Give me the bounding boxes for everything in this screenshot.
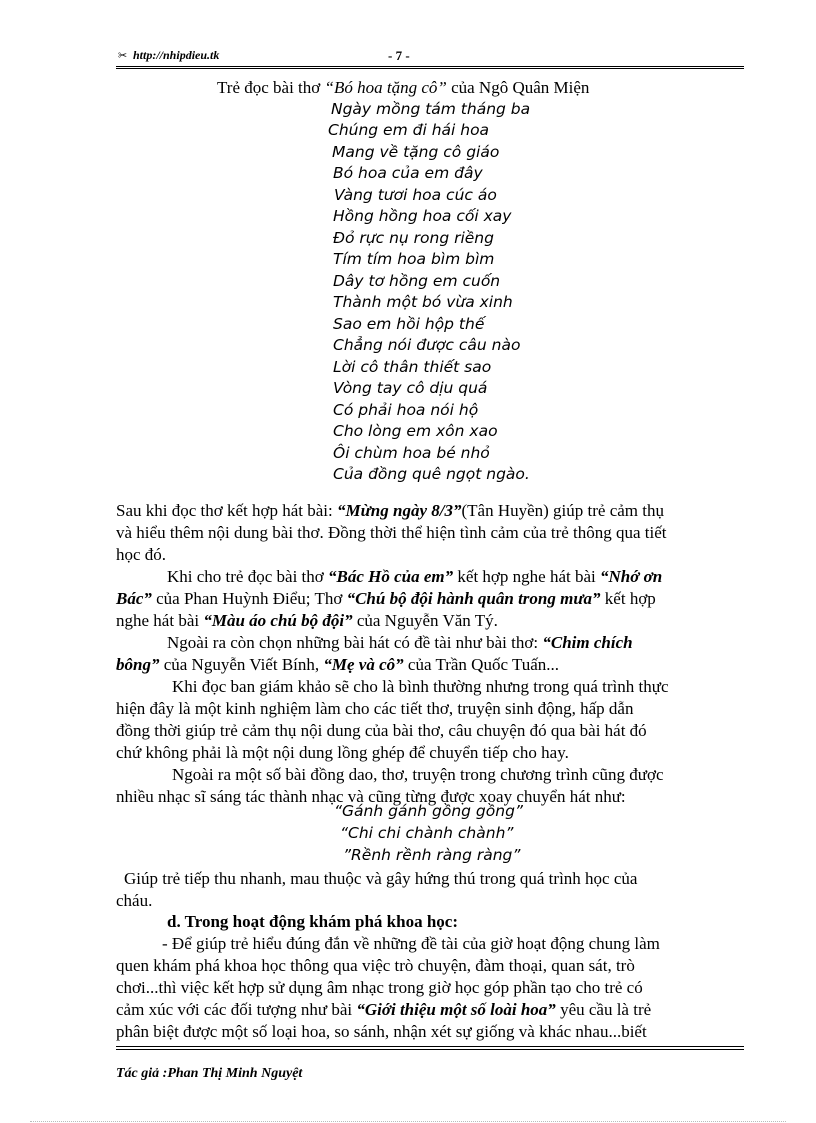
- text-line: nhiều nhạc sĩ sáng tác thành nhạc và cũng từng được xoay chuyển hát như:: [116, 787, 626, 806]
- text-line: Giúp trẻ tiếp thu nhanh, mau thuộc và gây hứng thú trong quá trình học của: [124, 869, 638, 888]
- song-title: “Nhớ ơn: [600, 567, 663, 586]
- text-line: và hiểu thêm nội dung bài thơ. Đồng thời thể hiện tình cảm của trẻ thông qua tiết: [116, 523, 667, 542]
- header-rule-2: [116, 68, 744, 69]
- song-line: ”Rềnh rềnh ràng ràng”: [343, 846, 521, 864]
- text-line: cháu.: [116, 891, 153, 910]
- footer-rule: [116, 1046, 744, 1047]
- text-line: cảm xúc với các đối tượng như bài “Giới thiệu một số loài hoa” yêu cầu là trẻ: [116, 1000, 652, 1019]
- song-title: “Màu áo chú bộ đội”: [203, 611, 353, 630]
- intro-suffix: của Ngô Quân Miện: [446, 78, 590, 97]
- text-line: Sau khi đọc thơ kết hợp hát bài: “Mừng ngày 8/3”(Tân Huyền) giúp trẻ cảm thụ: [116, 501, 664, 520]
- poem-line: Vàng tươi hoa cúc áo: [334, 186, 497, 204]
- text-line: - Để giúp trẻ hiểu đúng đắn về những đề tài của giờ hoạt động chung làm: [162, 934, 660, 953]
- poem-title: “Chú bộ đội hành quân trong mưa”: [346, 589, 601, 608]
- poem-line: Chẳng nói được câu nào: [333, 336, 521, 354]
- text-line: hiện đây là một kinh nghiệm làm cho các tiết thơ, truyện sinh động, hấp dẫn: [116, 699, 634, 718]
- poem-line: Có phải hoa nói hộ: [333, 401, 479, 419]
- section-heading: d. Trong hoạt động khám phá khoa học:: [167, 912, 458, 931]
- song-title: “Mừng ngày 8/3”: [337, 501, 462, 520]
- poem-line: Hồng hồng hoa cối xay: [333, 207, 512, 225]
- text-line: học đó.: [116, 545, 167, 564]
- text-line: đồng thời giúp trẻ cảm thụ nội dung của bài thơ, câu chuyện đó qua bài hát đó: [116, 721, 647, 740]
- text-line: chứ không phải là một nội dung lồng ghép để chuyển tiếp cho hay.: [116, 743, 569, 762]
- song-title: “Giới thiệu một số loài hoa”: [356, 1000, 556, 1019]
- poem-title: “Bác Hồ của em”: [328, 567, 454, 586]
- poem-line: Thành một bó vừa xinh: [333, 293, 513, 311]
- page-header: [116, 48, 744, 68]
- text-line: phân biệt được một số loại hoa, so sánh, nhận xét sự giống và khác nhau...biết: [116, 1022, 647, 1041]
- poem-line: Của đồng quê ngọt ngào.: [333, 465, 530, 483]
- poem-line: Lời cô thân thiết sao: [333, 358, 492, 376]
- page-edge-dotted: [30, 1121, 786, 1122]
- poem-intro: [217, 77, 589, 98]
- page-number: - 7 -: [388, 48, 410, 63]
- text-line: Ngoài ra một số bài đồng dao, thơ, truyện trong chương trình cũng được: [172, 765, 664, 784]
- text-line: Ngoài ra còn chọn những bài hát có đề tài như bài thơ: “Chim chích: [167, 633, 633, 652]
- intro-prefix: Trẻ đọc bài thơ: [217, 78, 325, 97]
- poem-line: Ngày mồng tám tháng ba: [331, 100, 531, 118]
- text-line: Khi đọc ban giám khảo sẽ cho là bình thường nhưng trong quá trình thực: [172, 677, 669, 696]
- song-line: “Chi chi chành chành”: [340, 824, 514, 842]
- footer-author: Tác giả :Phan Thị Minh Nguyệt: [116, 1066, 303, 1081]
- text-line: chơi...thì việc kết hợp sử dụng âm nhạc trong giờ học góp phần tạo cho trẻ có: [116, 978, 643, 997]
- poem-line: Dây tơ hồng em cuốn: [333, 272, 501, 290]
- text-line: Bác” của Phan Huỳnh Điểu; Thơ “Chú bộ đội hành quân trong mưa” kết hợp: [116, 589, 656, 608]
- song-title: “Chim chích: [542, 633, 633, 652]
- poem-line: Vòng tay cô dịu quá: [333, 379, 488, 397]
- poem-title: “Bó hoa tặng cô”: [324, 78, 447, 97]
- song-title: “Mẹ và cô”: [323, 655, 404, 674]
- text-line: bông” của Nguyễn Viết Bính, “Mẹ và cô” của Trần Quốc Tuấn...: [116, 655, 560, 674]
- header-rule: [116, 66, 744, 67]
- text-line: nghe hát bài “Màu áo chú bộ đội” của Nguyễn Văn Tý.: [116, 611, 498, 630]
- poem-line: Mang về tặng cô giáo: [332, 143, 500, 161]
- song-line: “Gánh gánh gồng gồng”: [334, 802, 523, 820]
- poem-line: Cho lòng em xôn xao: [333, 422, 498, 440]
- poem-line: Tím tím hoa bìm bìm: [333, 250, 495, 268]
- header-url[interactable]: http://nhipdieu.tk: [133, 48, 220, 62]
- scissors-icon: ✂: [118, 49, 128, 62]
- poem-line: Đỏ rực nụ rong riềng: [333, 229, 494, 247]
- text-line: quen khám phá khoa học thông qua việc trò chuyện, đàm thoại, quan sát, trò: [116, 956, 635, 975]
- poem-line: Chúng em đi hái hoa: [328, 121, 490, 139]
- poem-line: Sao em hồi hộp thế: [333, 315, 485, 333]
- poem-line: Ôi chùm hoa bé nhỏ: [333, 444, 490, 462]
- footer-rule-2: [116, 1049, 744, 1050]
- poem-line: Bó hoa của em đây: [333, 164, 483, 182]
- text-line: Khi cho trẻ đọc bài thơ “Bác Hồ của em” kết hợp nghe hát bài “Nhớ ơn: [167, 567, 663, 586]
